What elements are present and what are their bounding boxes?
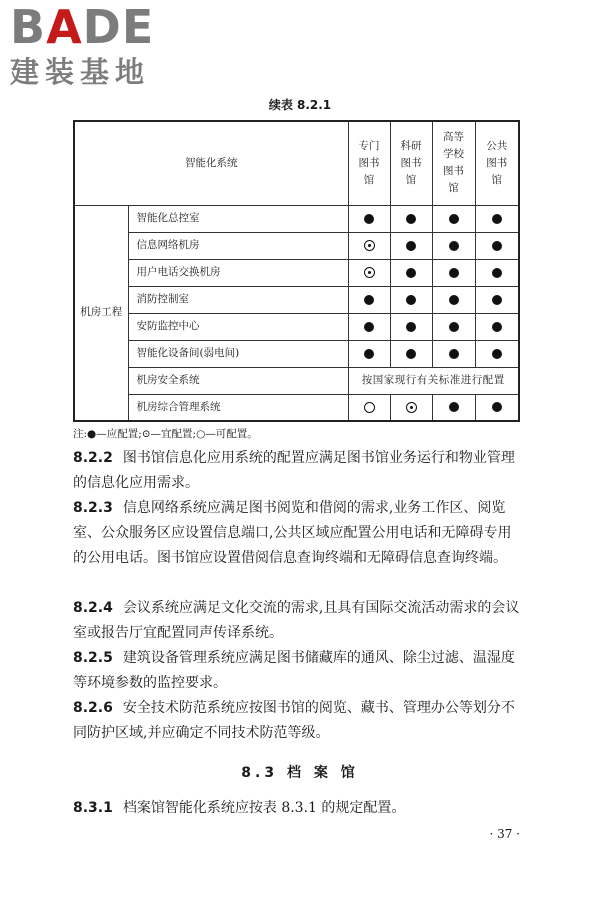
section-title: 8.3 档 案 馆 xyxy=(241,765,359,781)
row-label: 用户电话交换机房 xyxy=(128,259,348,286)
mark-cell xyxy=(348,259,390,286)
table-row xyxy=(74,205,519,232)
table-row xyxy=(74,313,519,340)
table-header-row xyxy=(74,121,519,205)
row-label: 信息网络机房 xyxy=(128,232,348,259)
filled-dot-icon xyxy=(449,268,459,278)
mark-cell xyxy=(348,340,390,367)
mark-cell xyxy=(432,232,475,259)
row-label: 机房综合管理系统 xyxy=(128,394,348,421)
filled-dot-icon xyxy=(449,322,459,332)
filled-dot-icon xyxy=(406,268,416,278)
mark-cell xyxy=(475,259,519,286)
filled-dot-icon xyxy=(406,241,416,251)
mark-cell xyxy=(475,394,519,421)
mark-cell xyxy=(390,205,432,232)
filled-dot-icon xyxy=(492,214,502,224)
header-col-4: 公共图书馆 xyxy=(475,121,519,205)
filled-dot-icon xyxy=(449,295,459,305)
filled-dot-icon xyxy=(492,349,502,359)
mark-cell xyxy=(475,286,519,313)
table-note: 注:●—应配置;⊙—宜配置;○—可配置。 xyxy=(73,428,258,440)
mark-cell xyxy=(432,205,475,232)
mark-cell xyxy=(432,394,475,421)
row-label: 智能化设备间(弱电间) xyxy=(128,340,348,367)
filled-dot-icon xyxy=(492,268,502,278)
header-col-3: 高等学校图书馆 xyxy=(432,121,475,205)
open-circle-icon xyxy=(364,402,375,413)
filled-dot-icon xyxy=(364,214,374,224)
mark-cell xyxy=(432,313,475,340)
bade-logo xyxy=(10,0,180,89)
filled-dot-icon xyxy=(406,349,416,359)
mark-cell xyxy=(390,313,432,340)
filled-dot-icon xyxy=(406,214,416,224)
para-824: 8.2.4 会议系统应满足文化交流的需求,且具有国际交流活动需求的会议室或报告厅宜配置同声传译系统。 xyxy=(73,600,520,641)
group-label: 机房工程 xyxy=(74,205,128,421)
filled-dot-icon xyxy=(492,322,502,332)
filled-dot-icon xyxy=(406,295,416,305)
mark-cell xyxy=(432,286,475,313)
filled-dot-icon xyxy=(492,295,502,305)
filled-dot-icon xyxy=(364,349,374,359)
mark-cell xyxy=(432,340,475,367)
table-row xyxy=(74,394,519,421)
table-row xyxy=(74,340,519,367)
filled-dot-icon xyxy=(449,214,459,224)
header-col-1: 专门图书馆 xyxy=(348,121,390,205)
filled-dot-icon xyxy=(449,241,459,251)
mark-cell xyxy=(432,259,475,286)
dotted-circle-icon xyxy=(364,267,375,278)
mark-cell xyxy=(475,313,519,340)
table-row xyxy=(74,232,519,259)
row-label: 安防监控中心 xyxy=(128,313,348,340)
header-system: 智能化系统 xyxy=(74,121,348,205)
mark-cell xyxy=(348,286,390,313)
mark-cell xyxy=(348,313,390,340)
header-col-2: 科研图书馆 xyxy=(390,121,432,205)
filled-dot-icon xyxy=(406,322,416,332)
filled-dot-icon xyxy=(492,402,502,412)
spec-table xyxy=(73,120,520,422)
row-label: 机房安全系统 xyxy=(128,367,348,394)
mark-cell xyxy=(390,286,432,313)
page-number: · 37 · xyxy=(489,827,520,841)
table-row xyxy=(74,286,519,313)
dotted-circle-icon xyxy=(364,240,375,251)
table-row xyxy=(74,259,519,286)
para-822: 8.2.2 图书馆信息化应用系统的配置应满足图书馆业务运行和物业管理的信息化应用需求。 xyxy=(73,450,515,491)
para-826: 8.2.6 安全技术防范系统应按图书馆的阅览、藏书、管理办公等划分不同防护区域,并应确定不同技术防范等级。 xyxy=(73,700,515,741)
table-caption: 续表 8.2.1 xyxy=(268,98,332,112)
mark-cell xyxy=(390,259,432,286)
mark-cell xyxy=(475,205,519,232)
mark-cell xyxy=(475,340,519,367)
filled-dot-icon xyxy=(492,241,502,251)
mark-cell xyxy=(348,394,390,421)
table-body xyxy=(74,205,519,421)
filled-dot-icon xyxy=(449,349,459,359)
row-span-text: 按国家现行有关标准进行配置 xyxy=(348,367,519,394)
logo-subtitle: 建装基地 xyxy=(10,55,151,89)
row-label: 智能化总控室 xyxy=(128,205,348,232)
para-823: 8.2.3 信息网络系统应满足图书阅览和借阅的需求,业务工作区、阅览室、公众服务区应设置信息端口,公共区域应配置公用电话和无障碍专用的公用电话。图书馆应设置借阅信息查询终端和无障碍信息查询终端。 xyxy=(73,500,512,566)
mark-cell xyxy=(348,232,390,259)
mark-cell xyxy=(390,394,432,421)
mark-cell xyxy=(348,205,390,232)
logo-brand: BADE xyxy=(10,0,155,54)
para-831: 8.3.1 档案馆智能化系统应按表 8.3.1 的规定配置。 xyxy=(73,800,406,816)
mark-cell xyxy=(390,232,432,259)
mark-cell xyxy=(390,340,432,367)
filled-dot-icon xyxy=(449,402,459,412)
filled-dot-icon xyxy=(364,322,374,332)
dotted-circle-icon xyxy=(406,402,417,413)
row-label: 消防控制室 xyxy=(128,286,348,313)
mark-cell xyxy=(475,232,519,259)
table-row xyxy=(74,367,519,394)
filled-dot-icon xyxy=(364,295,374,305)
para-825: 8.2.5 建筑设备管理系统应满足图书储藏库的通风、除尘过滤、温湿度等环境参数的监控要求。 xyxy=(73,650,515,691)
